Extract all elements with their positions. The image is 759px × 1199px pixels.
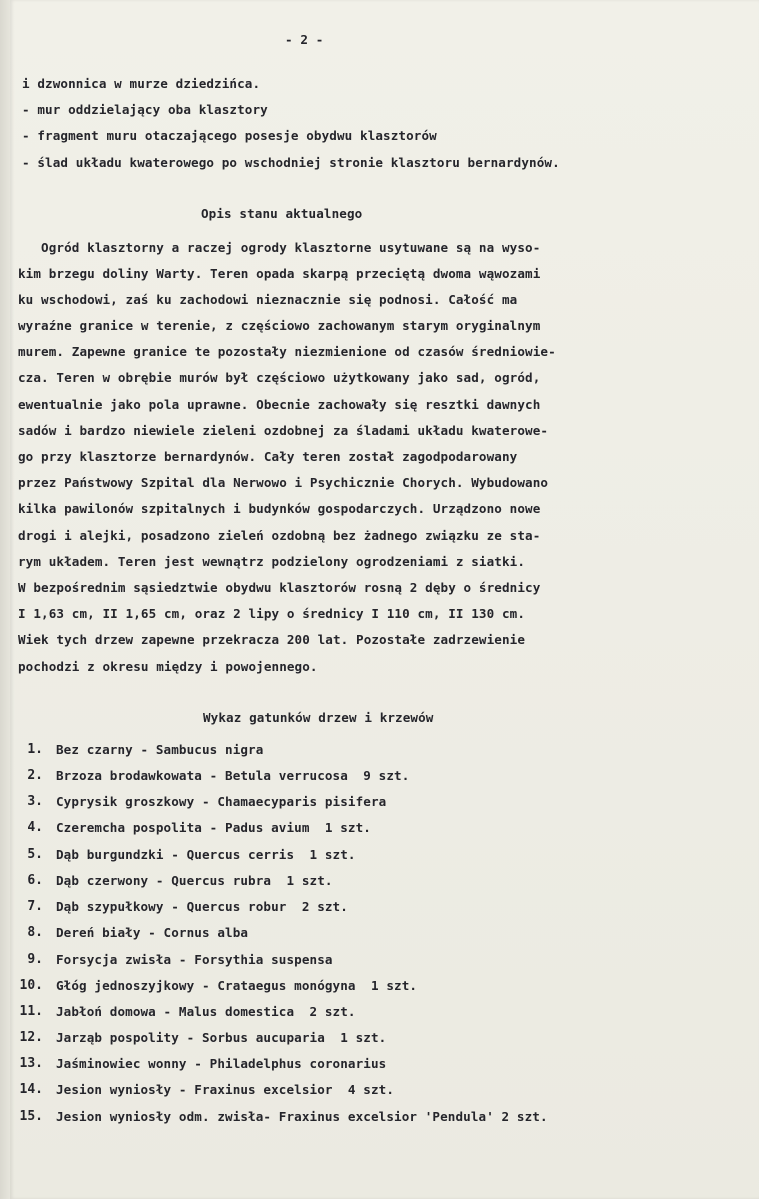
paragraph-line: I 1,63 cm, II 1,65 cm, oraz 2 lipy o średnicy I 110 cm, II 130 cm. — [18, 606, 526, 621]
list-item: Jesion wyniosły odm. zwisła- Fraxinus excelsior 'Pendula' 2 szt. — [56, 1109, 548, 1124]
paragraph-line: kim brzegu doliny Warty. Teren opada skarpą przeciętą dwoma wąwozami — [18, 266, 541, 281]
list-item-number: 11. — [19, 1004, 43, 1019]
list-item: Dąb burgundzki - Quercus cerris 1 szt. — [56, 847, 356, 862]
intro-line: - fragment muru otaczającego posesje obydwu klasztorów — [22, 128, 437, 143]
list-item: Cyprysik groszkowy - Chamaecyparis pisifera — [56, 794, 387, 809]
list-item-number: 1. — [27, 742, 43, 757]
list-item: Dereń biały - Cornus alba — [56, 925, 249, 940]
list-item-number: 7. — [27, 899, 43, 914]
paragraph-line: ku wschodowi, zaś ku zachodowi nieznacznie się podnosi. Całość ma — [18, 292, 518, 307]
list-item-number: 8. — [27, 925, 43, 940]
list-item: Forsycja zwisła - Forsythia suspensa — [56, 952, 333, 967]
paragraph-line: drogi i alejki, posadzono zieleń ozdobną bez żadnego związku ze sta- — [18, 528, 541, 543]
list-item-number: 6. — [27, 873, 43, 888]
list-item: Czeremcha pospolita - Padus avium 1 szt. — [56, 820, 371, 835]
paragraph-line: murem. Zapewne granice te pozostały niezmienione od czasów średniowie- — [18, 344, 556, 359]
paragraph-line: sadów i bardzo niewiele zieleni ozdobnej za śladami układu kwaterowe- — [18, 423, 549, 438]
list-item: Jaśminowiec wonny - Philadelphus coronarius — [56, 1056, 387, 1071]
paragraph-line: przez Państwowy Szpital dla Nerwowo i Psychicznie Chorych. Wybudowano — [18, 475, 549, 490]
paragraph-line: Wiek tych drzew zapewne przekracza 200 lat. Pozostałe zadrzewienie — [18, 632, 526, 647]
page-edge-shadow — [0, 0, 10, 1199]
list-item-number: 10. — [19, 978, 43, 993]
list-item: Jarząb pospolity - Sorbus aucuparia 1 szt. — [56, 1030, 387, 1045]
list-item-number: 15. — [19, 1109, 43, 1124]
list-item-number: 4. — [27, 820, 43, 835]
list-item-number: 14. — [19, 1082, 43, 1097]
paragraph-line: kilka pawilonów szpitalnych i budynków gospodarczych. Urządzono nowe — [18, 501, 541, 516]
page-number: - 2 - — [285, 32, 324, 47]
list-item-number: 5. — [27, 847, 43, 862]
intro-line: i dzwonnica w murze dziedzińca. — [22, 76, 261, 91]
list-item: Bez czarny - Sambucus nigra — [56, 742, 264, 757]
list-item: Brzoza brodawkowata - Betula verrucosa 9 szt. — [56, 768, 410, 783]
paragraph-line: pochodzi z okresu między i powojennego. — [18, 659, 318, 674]
paragraph-line: W bezpośrednim sąsiedztwie obydwu klasztorów rosną 2 dęby o średnicy — [18, 580, 541, 595]
paragraph-line: wyraźne granice w terenie, z częściowo zachowanym starym oryginalnym — [18, 318, 541, 333]
paragraph-line: cza. Teren w obrębie murów był częściowo użytkowany jako sad, ogród, — [18, 370, 541, 385]
list-item: Jesion wyniosły - Fraxinus excelsior 4 szt. — [56, 1082, 395, 1097]
paragraph-line: rym układem. Teren jest wewnątrz podzielony ogrodzeniami z siatki. — [18, 554, 526, 569]
intro-line: - mur oddzielający oba klasztory — [22, 102, 268, 117]
intro-line: - ślad układu kwaterowego po wschodniej stronie klasztoru bernardynów. — [22, 155, 560, 170]
paragraph-line: ewentualnie jako pola uprawne. Obecnie zachowały się resztki dawnych — [18, 397, 541, 412]
section-heading-species-list: Wykaz gatunków drzew i krzewów — [203, 710, 434, 725]
paragraph-line: Ogród klasztorny a raczej ogrody klasztorne usytuwane są na wyso- — [18, 240, 541, 255]
list-item: Dąb szypułkowy - Quercus robur 2 szt. — [56, 899, 348, 914]
list-item-number: 13. — [19, 1056, 43, 1071]
list-item: Dąb czerwony - Quercus rubra 1 szt. — [56, 873, 333, 888]
list-item: Jabłoń domowa - Malus domestica 2 szt. — [56, 1004, 356, 1019]
list-item-number: 9. — [27, 952, 43, 967]
section-heading-current-state: Opis stanu aktualnego — [201, 206, 363, 221]
list-item-number: 12. — [19, 1030, 43, 1045]
list-item-number: 2. — [27, 768, 43, 783]
list-item-number: 3. — [27, 794, 43, 809]
paper-sheet — [10, 0, 759, 1199]
list-item: Głóg jednoszyjkowy - Crataegus monógyna 1 szt. — [56, 978, 418, 993]
paragraph-line: go przy klasztorze bernardynów. Cały teren został zagodpodarowany — [18, 449, 518, 464]
